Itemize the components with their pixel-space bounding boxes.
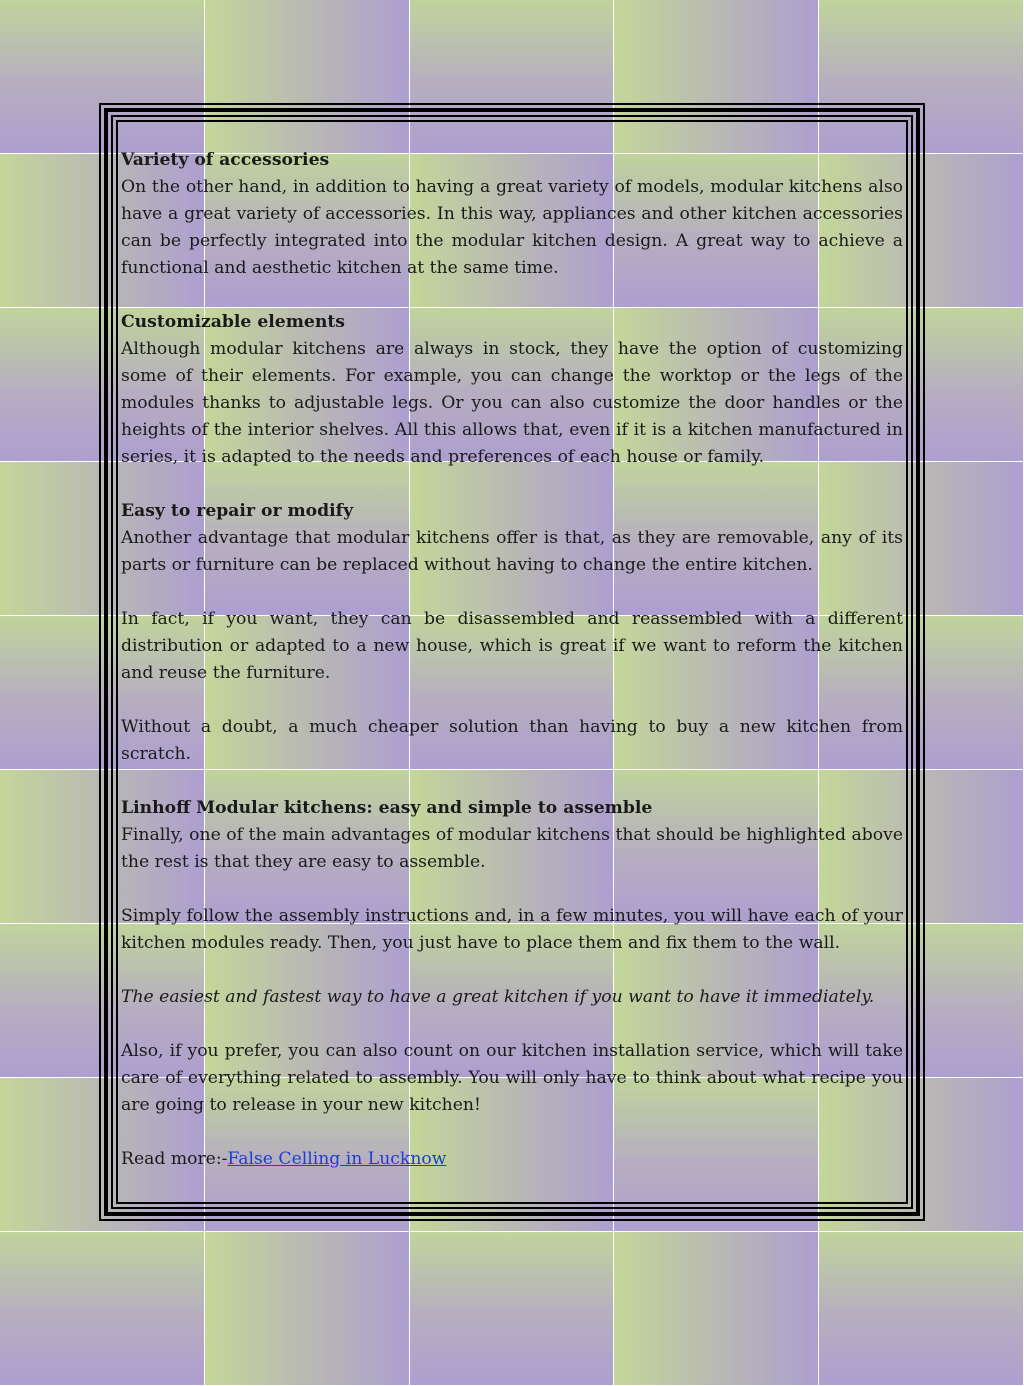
read-more-line [121, 1146, 903, 1173]
read-more-prefix: Read more:- [121, 1149, 228, 1169]
section-heading: Linhoff Modular kitchens: easy and simple to assemble [121, 798, 653, 818]
bg-tile [205, 1232, 410, 1386]
paragraph: Another advantage that modular kitchens offer is that, as they are removable, any of its parts or furniture can be replaced without having to change the entire kitchen. [121, 528, 903, 575]
bg-tile [410, 1232, 615, 1386]
paragraph: Simply follow the assembly instructions and, in a few minutes, you will have each of your kitchen modules ready. Then, you just have to place them and fix them to the wall. [121, 906, 903, 953]
bg-tile [819, 1232, 1024, 1386]
paragraph: On the other hand, in addition to having a great variety of models, modular kitchens also have a great variety of accessories. In this way, appliances and other kitchen accessories can be perfectly integrated into the modular kitchen design. A great way to achieve a functional and aesthetic kitchen at the same time. [121, 177, 903, 278]
read-more-link[interactable]: False Celling in Lucknow [227, 1149, 447, 1169]
section-repair [121, 498, 903, 579]
section-variety [121, 147, 903, 282]
section-customizable [121, 309, 903, 471]
section-assemble [121, 795, 903, 876]
paragraph: Finally, one of the main advantages of modular kitchens that should be highlighted above the rest is that they are easy to assemble. [121, 825, 903, 872]
paragraph: Without a doubt, a much cheaper solution than having to buy a new kitchen from scratch. [121, 717, 903, 764]
italic-tagline: The easiest and fastest way to have a great kitchen if you want to have it immediately. [121, 987, 875, 1007]
document-body [121, 147, 903, 1200]
bg-tile [0, 1232, 205, 1386]
section-heading: Customizable elements [121, 312, 345, 332]
paragraph: Also, if you prefer, you can also count on our kitchen installation service, which will take care of everything related to assembly. You will only have to think about what recipe you are going to release in your new kitchen! [121, 1041, 903, 1115]
paragraph: Although modular kitchens are always in stock, they have the option of customizing some of their elements. For example, you can change the worktop or the legs of the modules thanks to adjustable legs. Or you can also customize the door handles or the heights of the interior shelves. All this allows that, even if it is a kitchen manufactured in series, it is adapted to the needs and preferences of each house or family. [121, 339, 903, 467]
paragraph: In fact, if you want, they can be disassembled and reassembled with a different distribution or adapted to a new house, which is great if we want to reform the kitchen and reuse the furniture. [121, 609, 903, 683]
section-heading: Variety of accessories [121, 150, 330, 170]
section-heading: Easy to repair or modify [121, 501, 354, 521]
bg-tile [614, 1232, 819, 1386]
